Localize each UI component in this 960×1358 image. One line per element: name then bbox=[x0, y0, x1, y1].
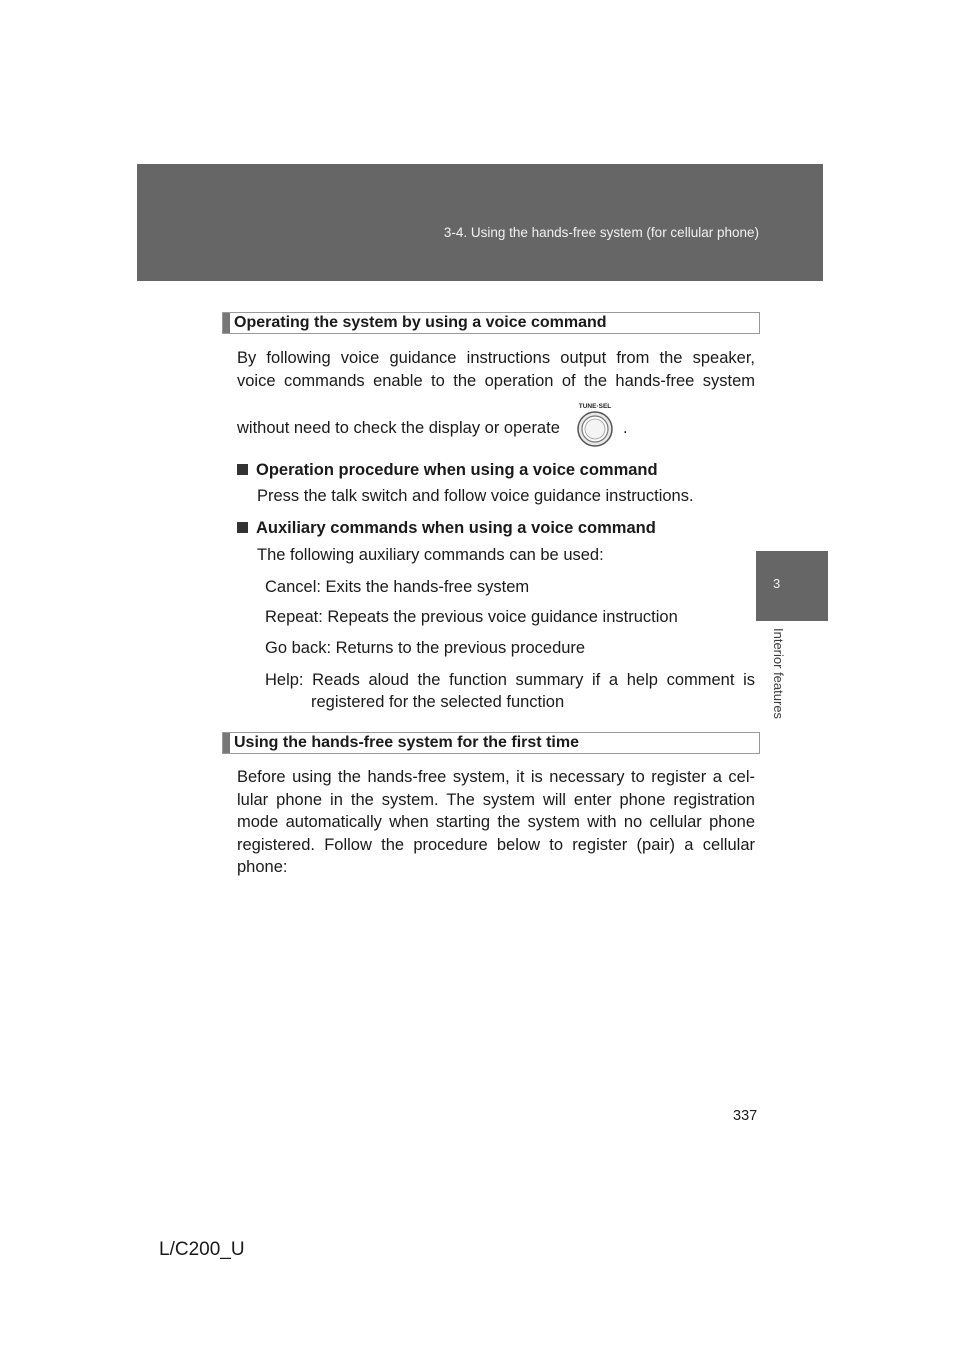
paragraph-line: phone: bbox=[237, 858, 288, 877]
chapter-label: Interior features bbox=[771, 628, 786, 720]
chapter-header-bar bbox=[137, 164, 823, 281]
paragraph-line: mode automatically when starting the system with no cellular phone bbox=[237, 813, 755, 832]
bullet-square-icon bbox=[237, 522, 248, 533]
section-title: 3-4. Using the hands-free system (for cellular phone) bbox=[443, 225, 759, 240]
intro-line: By following voice guidance instructions output from the speaker, bbox=[237, 349, 755, 367]
help-line: registered for the selected function bbox=[311, 693, 565, 711]
chapter-number: 3 bbox=[773, 576, 781, 591]
intro-line-end: . bbox=[623, 419, 628, 437]
command-item-help bbox=[265, 669, 755, 713]
sub-heading-text: Auxiliary commands when using a voice command bbox=[256, 519, 656, 537]
sub-heading-auxiliary-commands bbox=[237, 519, 656, 538]
section-heading-text: Operating the system by using a voice command bbox=[234, 314, 607, 331]
heading-marker bbox=[223, 313, 230, 333]
intro-line: voice commands enable to the operation of the hands-free system bbox=[237, 371, 755, 390]
paragraph-line: registered. Follow the procedure below to register (pair) a cellular bbox=[237, 835, 755, 854]
bullet-square-icon bbox=[237, 464, 248, 475]
knob-label: TUNE·SEL bbox=[578, 403, 612, 410]
command-item-repeat: Repeat: Repeats the previous voice guidance instruction bbox=[265, 608, 678, 626]
heading-marker bbox=[223, 733, 230, 753]
help-line: Help: Reads aloud the function summary if a help comment is bbox=[265, 671, 755, 689]
chapter-tab bbox=[756, 551, 828, 621]
command-item-go-back: Go back: Returns to the previous procedure bbox=[265, 639, 586, 657]
paragraph-line: Before using the hands-free system, it is necessary to register a cel- bbox=[237, 768, 755, 786]
section-heading-voice-command bbox=[222, 312, 760, 334]
page-number: 337 bbox=[733, 1108, 758, 1124]
intro-paragraph bbox=[237, 347, 755, 392]
command-item-cancel: Cancel: Exits the hands-free system bbox=[265, 578, 530, 596]
paragraph-line: lular phone in the system. The system will enter phone registration bbox=[237, 790, 755, 809]
tune-sel-knob-icon bbox=[576, 400, 614, 448]
model-code: L/C200_U bbox=[159, 1239, 245, 1260]
intro-line-text: without need to check the display or operate bbox=[237, 419, 560, 437]
operation-procedure-text: Press the talk switch and follow voice guidance instructions. bbox=[257, 487, 694, 505]
section-heading-first-time bbox=[222, 732, 760, 754]
intro-line-3 bbox=[237, 419, 560, 438]
sub-heading-text: Operation procedure when using a voice command bbox=[256, 461, 658, 479]
first-time-paragraph bbox=[237, 766, 755, 879]
auxiliary-intro-text: The following auxiliary commands can be used: bbox=[257, 546, 604, 564]
section-heading-text: Using the hands-free system for the first time bbox=[234, 734, 579, 751]
sub-heading-operation-procedure bbox=[237, 461, 658, 480]
